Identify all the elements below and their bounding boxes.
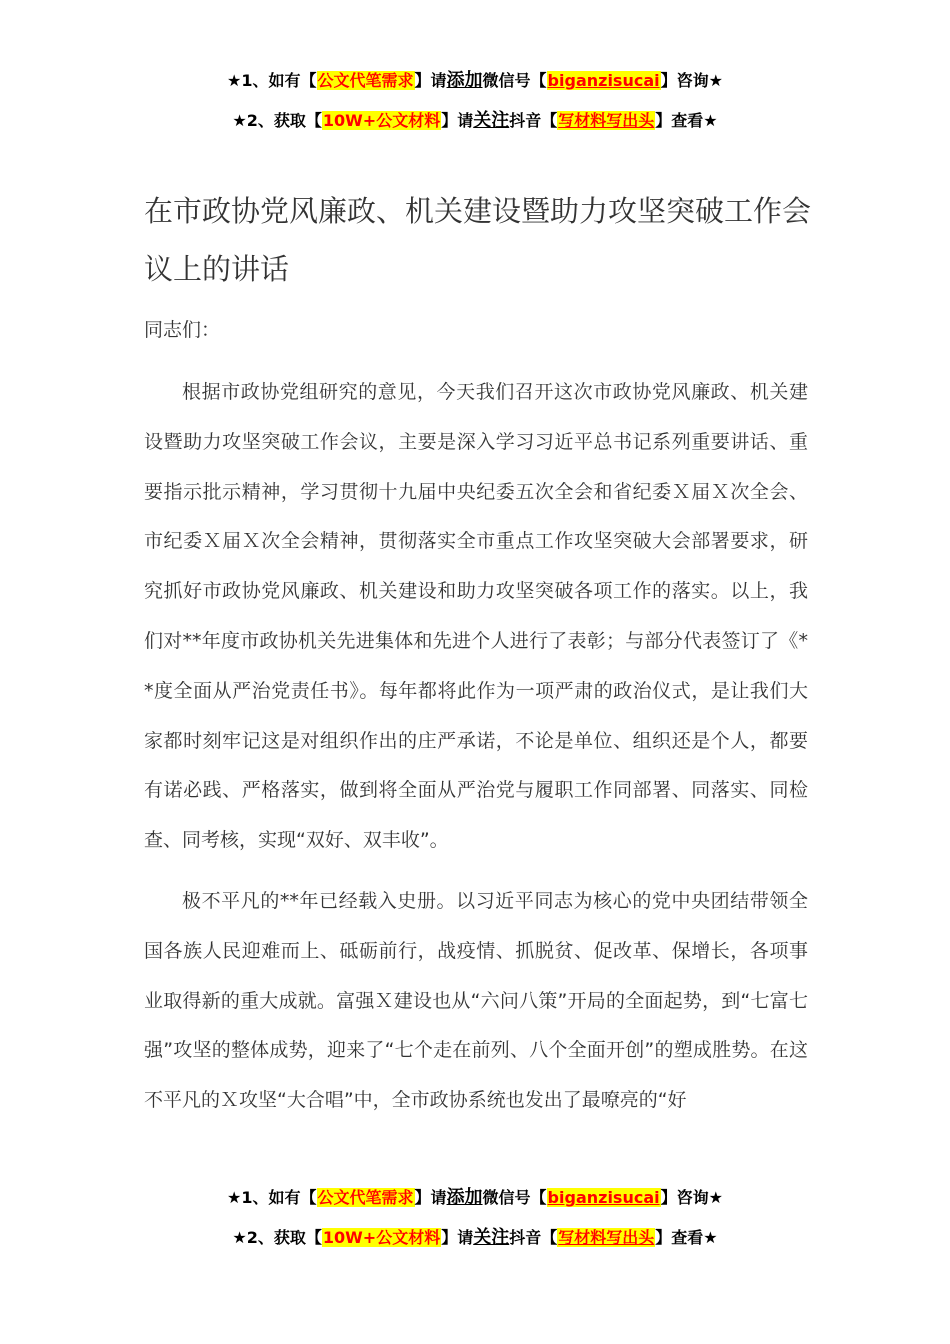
promo-banner-bottom-line1: [0, 1186, 950, 1210]
banner-text: ★1、如有【: [227, 71, 317, 90]
banner-emphasis: 关注: [473, 110, 510, 131]
banner-highlight: 公文代笔需求: [317, 71, 414, 90]
banner-text: 抖音【: [509, 1228, 558, 1247]
banner-wechat-id: biganzisucai: [547, 71, 660, 90]
body-paragraph: 极不平凡的**年已经载入史册。以习近平同志为核心的党中央团结带领全国各族人民迎难而上、砥砺前行，战疫情、抓脱贫、促改革、保增长，各项事业取得新的重大成就。富强Ｘ建设也从“六问八策”开局的全面起势，到“七富七强”攻坚的整体成势，迎来了“七个走在前列、八个全面开创”的塑成胜势。在这不平凡的Ｘ攻坚“大合唱”中，全市政协系统也发出了最嘹亮的“好: [144, 890, 808, 1112]
banner-highlight: 10W+公文材料: [322, 1228, 441, 1247]
promo-banner-top-line2: [0, 109, 950, 133]
banner-text: 】咨询★: [660, 71, 723, 90]
promo-banner-bottom-line2: [0, 1226, 950, 1250]
banner-text: 】请: [441, 111, 474, 130]
banner-douyin-id: 写材料写出头: [558, 1228, 655, 1247]
banner-emphasis: 添加: [446, 1187, 483, 1208]
banner-douyin-id: 写材料写出头: [558, 111, 655, 130]
salutation: 同志们：: [144, 319, 221, 341]
banner-text: ★2、获取【: [232, 1228, 322, 1247]
banner-text: 】查看★: [655, 111, 718, 130]
banner-text: 微信号【: [482, 71, 547, 90]
banner-emphasis: 添加: [446, 70, 483, 91]
banner-text: 】请: [414, 71, 447, 90]
banner-text: 】请: [441, 1228, 474, 1247]
banner-text: 】查看★: [655, 1228, 718, 1247]
banner-text: 】咨询★: [660, 1188, 723, 1207]
promo-banner-top-line1: [0, 69, 950, 93]
banner-highlight: 10W+公文材料: [322, 111, 441, 130]
banner-text: ★2、获取【: [232, 111, 322, 130]
body-paragraph: 根据市政协党组研究的意见，今天我们召开这次市政协党风廉政、机关建设暨助力攻坚突破工作会议，主要是深入学习习近平总书记系列重要讲话、重要指示批示精神，学习贯彻十九届中央纪委五次全会和省纪委Ｘ届Ｘ次全会、市纪委Ｘ届Ｘ次全会精神，贯彻落实全市重点工作攻坚突破大会部署要求，研究抓好市政协党风廉政、机关建设和助力攻坚突破各项工作的落实。以上，我们对**年度市政协机关先进集体和先进个人进行了表彰；与部分代表签订了《**度全面从严治党责任书》。每年都将此作为一项严肃的政治仪式，是让我们大家都时刻牢记这是对组织作出的庄严承诺，不论是单位、组织还是个人，都要有诺必践、严格落实，做到将全面从严治党与履职工作同部署、同落实、同检查、同考核，实现“双好、双丰收”。: [144, 381, 808, 852]
banner-text: ★1、如有【: [227, 1188, 317, 1207]
banner-emphasis: 关注: [473, 1227, 510, 1248]
banner-wechat-id: biganzisucai: [547, 1188, 660, 1207]
document-title: 在市政协党风廉政、机关建设暨助力攻坚突破工作会议上的讲话: [144, 194, 812, 286]
banner-text: 抖音【: [509, 111, 558, 130]
banner-highlight: 公文代笔需求: [317, 1188, 414, 1207]
banner-text: 微信号【: [482, 1188, 547, 1207]
banner-text: 】请: [414, 1188, 447, 1207]
